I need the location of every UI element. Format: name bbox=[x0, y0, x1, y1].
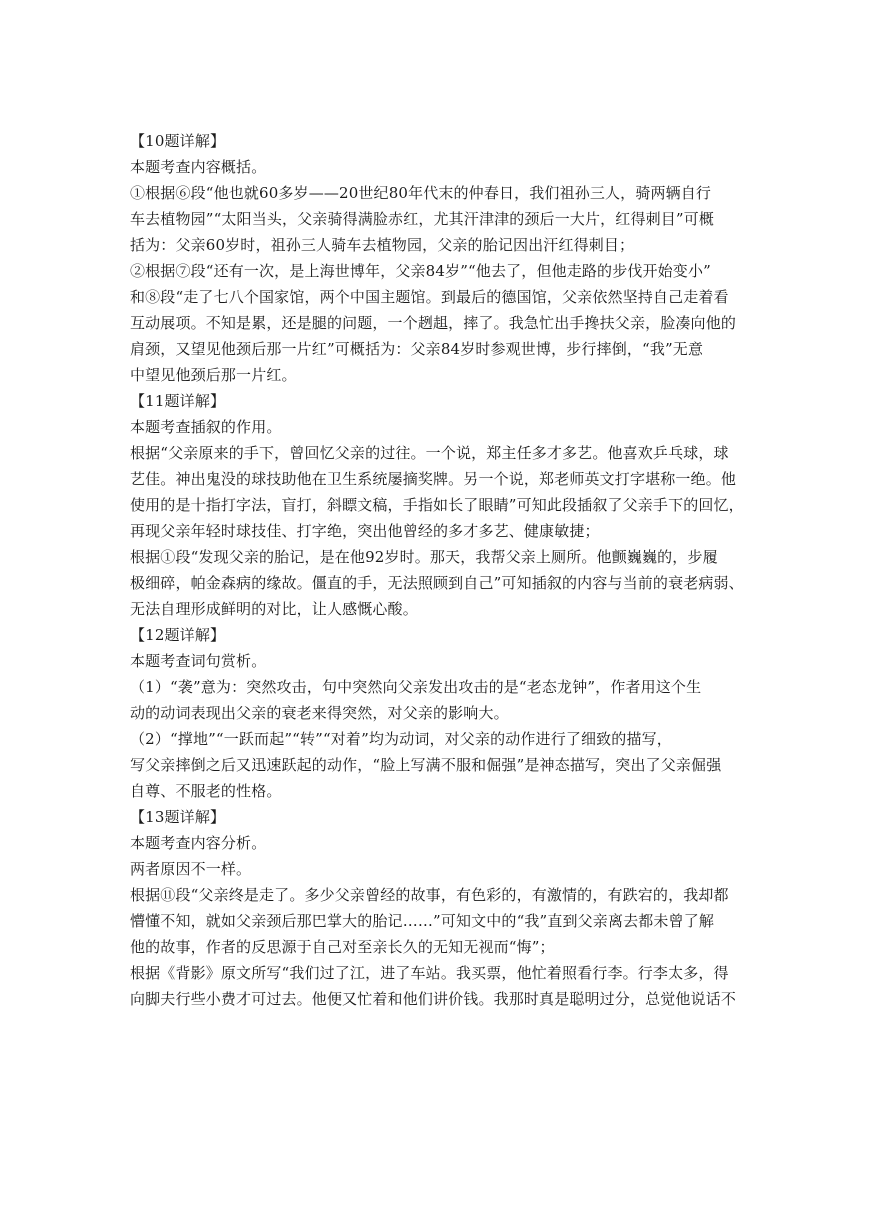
section-q13 bbox=[130, 804, 770, 1012]
text-line: 根据①段“发现父亲的胎记，是在他92岁时。那天，我帮父亲上厕所。他颤巍巍的，步履 bbox=[130, 548, 718, 566]
text-line: 本题考查内容概括。 bbox=[130, 158, 267, 176]
text-line: ②根据⑦段“还有一次，是上海世博年，父亲84岁”“他去了，但他走路的步伐开始变小” bbox=[130, 262, 711, 280]
text-line: 向脚夫行些小费才可过去。他便又忙着和他们讲价钱。我那时真是聪明过分，总觉他说话不 bbox=[130, 990, 737, 1008]
text-line: 互动展项。不知是累，还是腿的问题，一个趔趄，摔了。我急忙出手搀扶父亲，脸凑向他的 bbox=[130, 314, 737, 332]
text-line: 极细碎，帕金森病的缘故。僵直的手，无法照顾到自己”可知插叙的内容与当前的衰老病弱、 bbox=[130, 574, 744, 592]
text-line: 懵懂不知，就如父亲颈后那巴掌大的胎记……”可知文中的“我”直到父亲离去都未曾了解 bbox=[130, 912, 715, 930]
text-line: 动的动词表现出父亲的衰老来得突然，对父亲的影响大。 bbox=[130, 704, 509, 722]
section-q11 bbox=[130, 388, 770, 622]
section-heading: 【12题详解】 bbox=[130, 626, 226, 644]
text-line: ①根据⑥段“他也就60多岁——20世纪80年代末的仲春日，我们祖孙三人，骑两辆自行 bbox=[130, 184, 712, 202]
text-line: 根据《背影》原文所写“我们过了江，进了车站。我买票，他忙着照看行李。行李太多，得 bbox=[130, 964, 729, 982]
section-q12 bbox=[130, 622, 770, 804]
text-line: 再现父亲年轻时球技佳、打字绝，突出他曾经的多才多艺、健康敏捷； bbox=[130, 522, 600, 540]
section-heading: 【10题详解】 bbox=[130, 132, 226, 150]
text-line: 无法自理形成鲜明的对比，让人感慨心酸。 bbox=[130, 600, 418, 618]
text-line: 根据“父亲原来的手下，曾回忆父亲的过往。一个说，郑主任多才多艺。他喜欢乒乓球，球 bbox=[130, 444, 729, 462]
text-line: 本题考查词句赏析。 bbox=[130, 652, 267, 670]
text-line: （2）“撑地”“一跃而起”“转”“对着”均为动词，对父亲的动作进行了细致的描写， bbox=[130, 730, 672, 748]
text-line: 使用的是十指打字法，盲打，斜瞟文稿，手指如长了眼睛”可知此段插叙了父亲手下的回忆， bbox=[130, 496, 744, 514]
text-line: 和⑧段“走了七八个国家馆，两个中国主题馆。到最后的德国馆，父亲依然坚持自己走着看 bbox=[130, 288, 729, 306]
text-line: 本题考查内容分析。 bbox=[130, 834, 267, 852]
text-line: 写父亲摔倒之后又迅速跃起的动作，“脸上写满不服和倔强”是神态描写，突出了父亲倔强 bbox=[130, 756, 722, 774]
section-heading: 【13题详解】 bbox=[130, 808, 226, 826]
text-line: 艺佳。神出鬼没的球技助他在卫生系统屡摘奖牌。另一个说，郑老师英文打字堪称一绝。他 bbox=[130, 470, 737, 488]
document-body bbox=[130, 128, 770, 1012]
text-line: 根据⑪段“父亲终是走了。多少父亲曾经的故事，有色彩的，有激情的，有跌宕的，我却都 bbox=[130, 886, 729, 904]
section-q10 bbox=[130, 128, 770, 388]
text-line: （1）“袭”意为：突然攻击，句中突然向父亲发出攻击的是“老态龙钟”，作者用这个生 bbox=[130, 678, 702, 696]
text-line: 括为：父亲60岁时，祖孙三人骑车去植物园，父亲的胎记因出汗红得刺目； bbox=[130, 236, 635, 254]
text-line: 肩颈，又望见他颈后那一片红”可概括为：父亲84岁时参观世博，步行摔倒，“我”无意 bbox=[130, 340, 704, 358]
text-line: 中望见他颈后那一片红。 bbox=[130, 366, 297, 384]
text-line: 他的故事，作者的反思源于自己对至亲长久的无知无视而“悔”； bbox=[130, 938, 555, 956]
text-line: 自尊、不服老的性格。 bbox=[130, 782, 282, 800]
text-line: 车去植物园”“太阳当头，父亲骑得满脸赤红，尤其汗津津的颈后一大片，红得刺目”可概 bbox=[130, 210, 715, 228]
section-heading: 【11题详解】 bbox=[130, 392, 226, 410]
text-line: 两者原因不一样。 bbox=[130, 860, 252, 878]
text-line: 本题考查插叙的作用。 bbox=[130, 418, 282, 436]
